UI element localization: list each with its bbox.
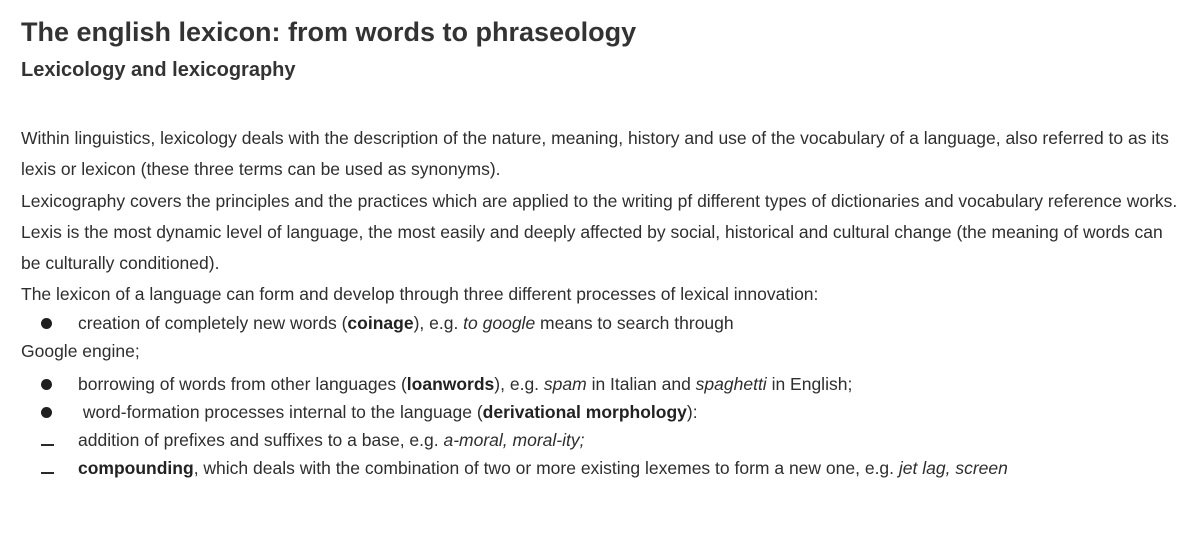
term-compounding: compounding [78, 457, 194, 478]
document-body [21, 123, 1186, 482]
paragraph-lexicon-processes: The lexicon of a language can form and develop through three different processes of lexical innovation: [21, 284, 819, 305]
example-spam: spam [543, 373, 587, 394]
bullet-icon [41, 407, 52, 418]
paragraph-lexicology: Within linguistics, lexicology deals with the description of the nature, meaning, history and use of the vocabulary of a language, also referred to as its lexis or lexicon (these three terms can be used as synonyms). [21, 128, 1169, 180]
sub-item-compounding: compounding, which deals with the combination of two or more existing lexemes to form a new one, e.g. jet lag, screen [21, 454, 1186, 482]
dash-icon [41, 472, 54, 474]
bullet-icon [41, 379, 52, 390]
paragraph-lexicography: Lexicography covers the principles and the practices which are applied to the writing pf different types of dictionaries and vocabulary reference works. [21, 190, 1178, 211]
section-heading: Lexicology and lexicography [21, 59, 296, 81]
sub-item-affixation: addition of prefixes and suffixes to a base, e.g. a-moral, moral-ity; [21, 426, 1186, 454]
example-jet-lag: jet lag, screen [898, 457, 1008, 478]
list-item-coinage-continuation: Google engine; [21, 340, 140, 361]
list-item-coinage: creation of completely new words (coinage), e.g. to google means to search through [21, 309, 1186, 337]
term-derivational-morphology: derivational morphology [482, 401, 687, 422]
list-item-loanwords: borrowing of words from other languages (loanwords), e.g. spam in Italian and spaghetti in English; [21, 370, 1186, 398]
list-item-derivational-morphology: word-formation processes internal to the language (derivational morphology): [21, 398, 1186, 426]
document-title: The english lexicon: from words to phraseology [21, 17, 637, 47]
example-to-google: to google [463, 312, 536, 333]
paragraph-lexis: Lexis is the most dynamic level of language, the most easily and deeply affected by social, historical and cultural change (the meaning of words can be culturally conditioned). [21, 221, 1163, 274]
term-coinage: coinage [347, 312, 414, 333]
bullet-icon [41, 318, 52, 329]
example-spaghetti: spaghetti [695, 373, 767, 394]
example-a-moral: a-moral, moral-ity; [443, 429, 585, 450]
dash-icon [41, 444, 54, 446]
term-loanwords: loanwords [406, 373, 495, 394]
